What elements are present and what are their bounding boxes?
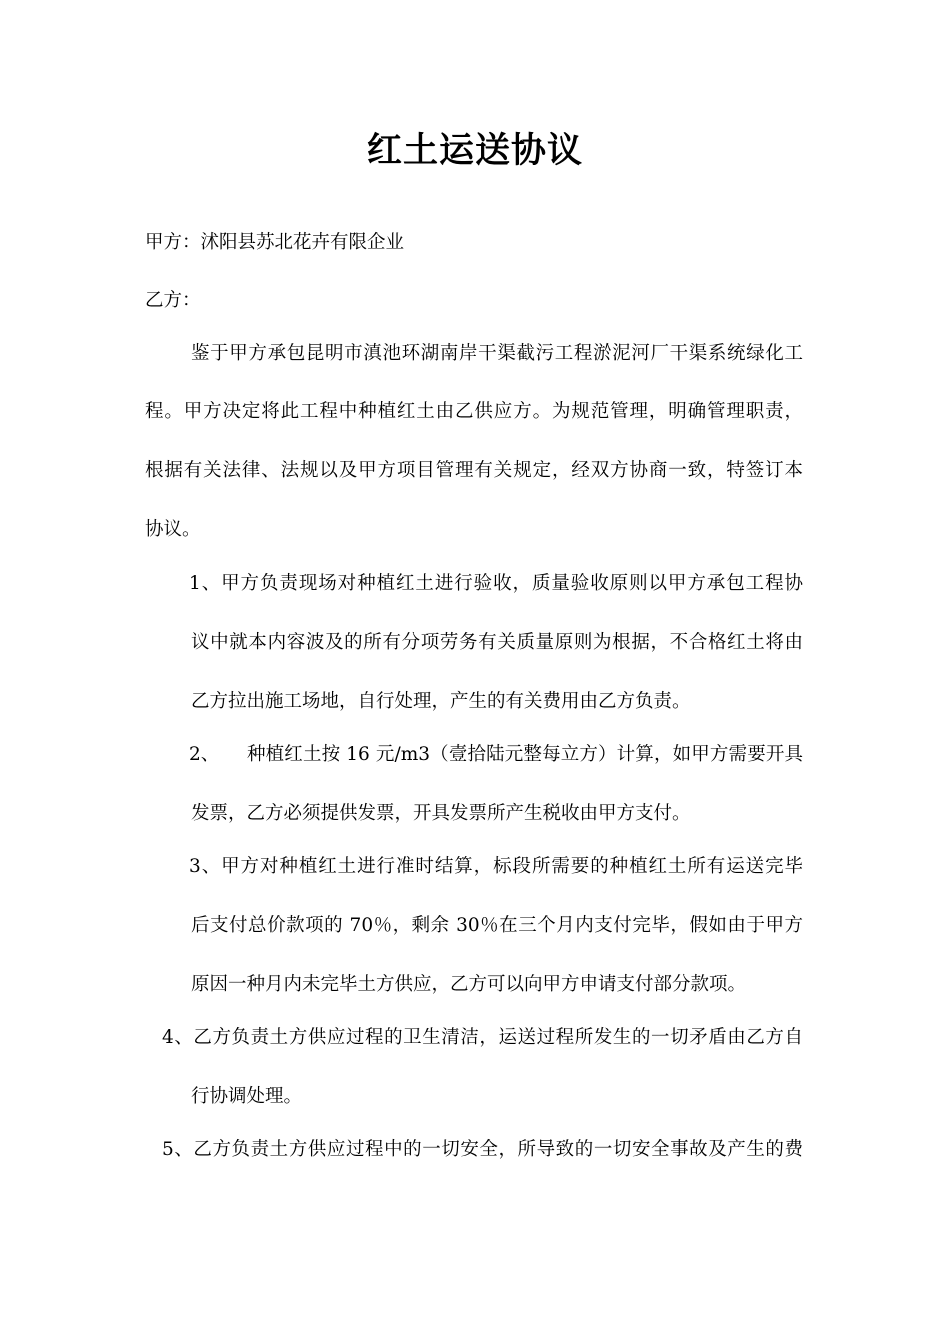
preamble-line-1: 鉴于甲方承包昆明市滇池环湖南岸干渠截污工程淤泥河厂干渠系统绿化工 <box>191 343 803 364</box>
clause-3-line-3: 原因一种月内未完毕土方供应，乙方可以向甲方申请支付部分款项。 <box>191 974 747 995</box>
clause-1-line-3: 乙方拉出施工场地，自行处理，产生的有关费用由乙方负责。 <box>191 691 691 712</box>
clause-2-line-2: 发票，乙方必须提供发票，开具发票所产生税收由甲方支付。 <box>191 803 691 824</box>
clause-2-number: 2、 <box>189 744 220 765</box>
clause-4-line-1: 4、乙方负责土方供应过程的卫生清洁，运送过程所发生的一切矛盾由乙方自 <box>162 1027 803 1048</box>
preamble-line-2: 程。甲方决定将此工程中种植红土由乙供应方。为规范管理，明确管理职责， <box>145 401 803 422</box>
document-title: 红土运送协议 <box>366 130 583 171</box>
preamble-line-3: 根据有关法律、法规以及甲方项目管理有关规定，经双方协商一致，特签订本 <box>145 460 803 481</box>
preamble-line-4: 协议。 <box>145 519 201 540</box>
clause-1-line-2: 议中就本内容波及的所有分项劳务有关质量原则为根据，不合格红土将由 <box>191 632 803 653</box>
clause-2-line-1: 种植红土按 16 元/m3（壹拾陆元整每立方）计算，如甲方需要开具 <box>247 744 803 765</box>
clause-5-line-1: 5、乙方负责土方供应过程中的一切安全，所导致的一切安全事故及产生的费 <box>162 1139 803 1160</box>
party-b-line: 乙方： <box>145 290 201 311</box>
party-a-line: 甲方：沭阳县苏北花卉有限企业 <box>145 232 405 253</box>
clause-4-line-2: 行协调处理。 <box>191 1086 303 1107</box>
clause-3-line-2: 后支付总价款项的 70％，剩余 30％在三个月内支付完毕，假如由于甲方 <box>191 915 803 936</box>
clause-3-line-1: 3、甲方对种植红土进行准时结算，标段所需要的种植红土所有运送完毕 <box>189 856 803 877</box>
clause-1-line-1: 1、甲方负责现场对种植红土进行验收，质量验收原则以甲方承包工程协 <box>189 573 803 594</box>
